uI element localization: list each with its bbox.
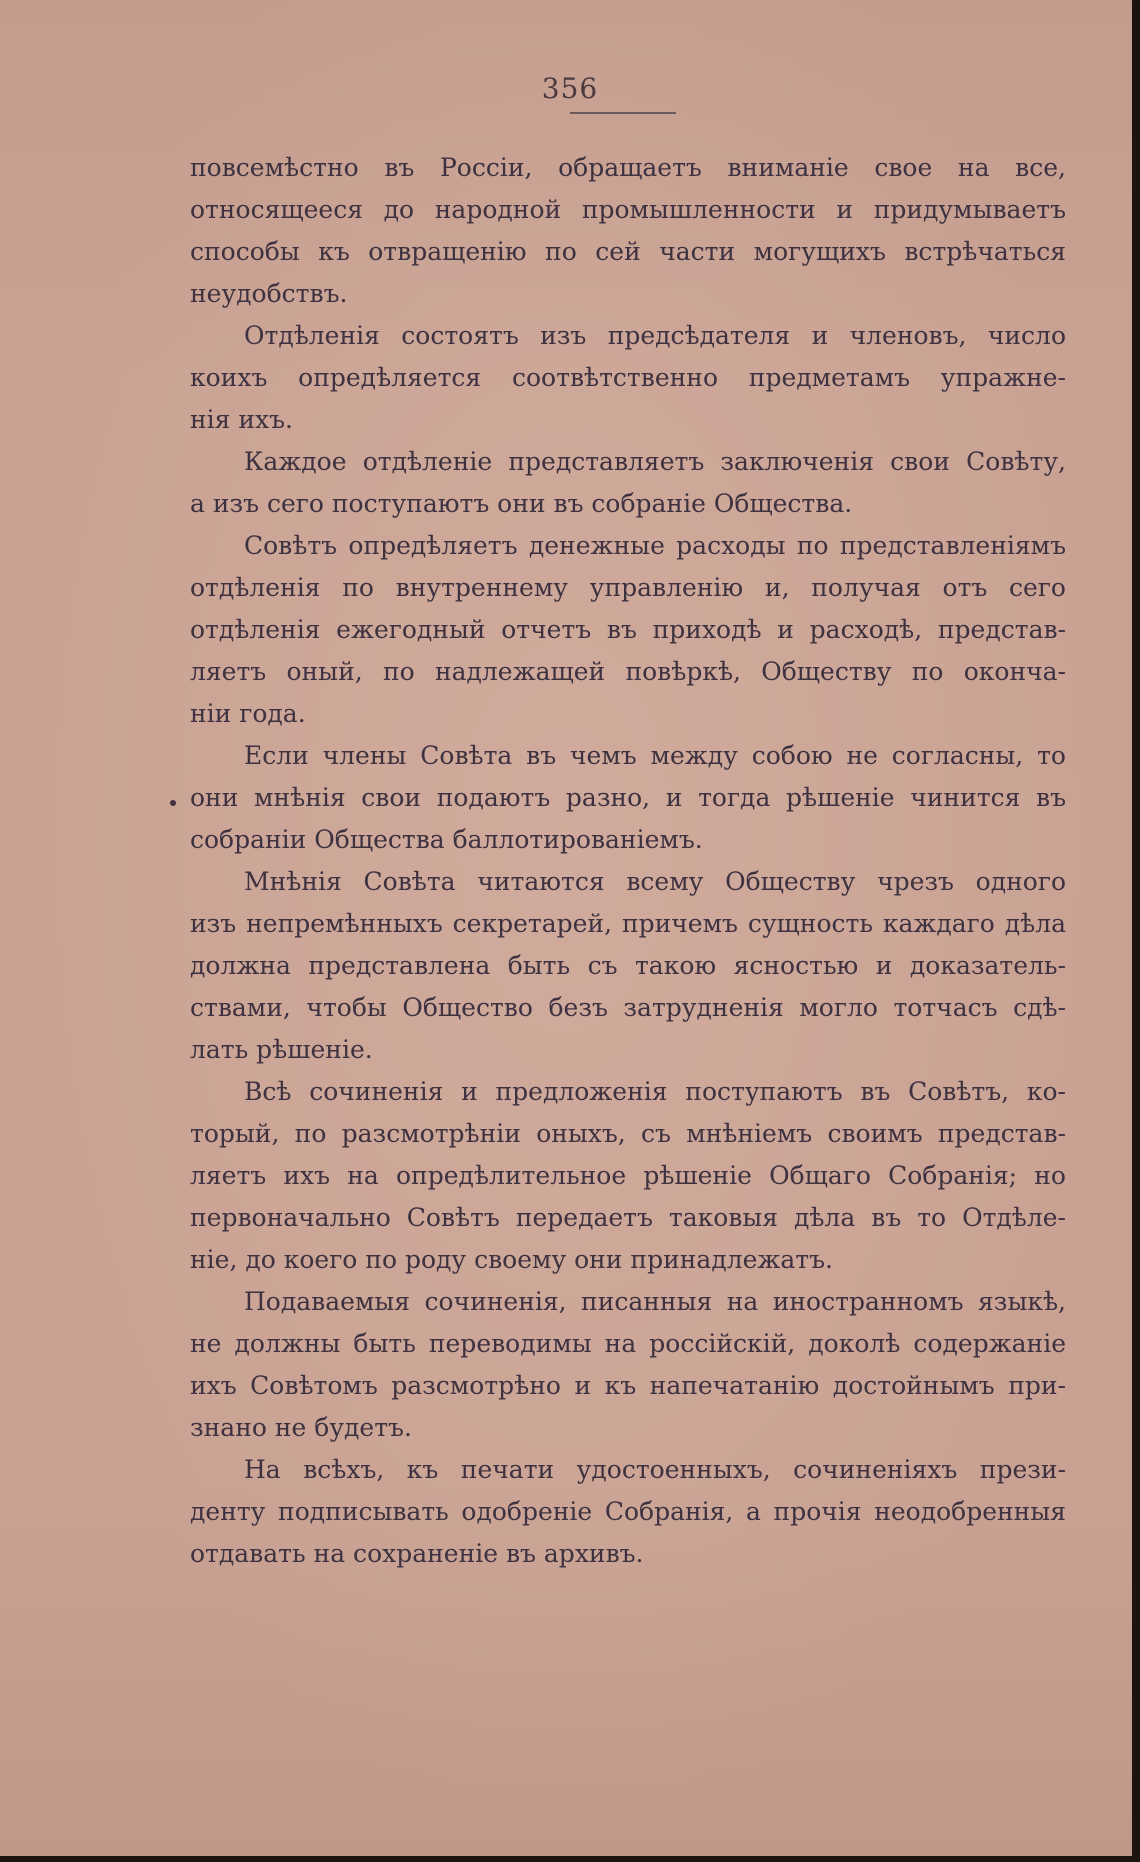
paragraph [190, 525, 1066, 735]
text-line: Отдѣленія состоятъ изъ предсѣдателя и членовъ, число [244, 321, 1066, 350]
text-line: ствами, чтобы Общество безъ затрудненія могло тотчасъ сдѣ- [190, 993, 1066, 1022]
text-line: не должны быть переводимы на россійскій, доколѣ содержаніе [190, 1329, 1066, 1358]
paragraph [190, 1071, 1066, 1281]
paragraph [190, 147, 1066, 315]
text-line: первоначально Совѣтъ передаетъ таковыя дѣла въ то Отдѣле- [190, 1203, 1066, 1232]
paragraph [190, 1449, 1066, 1575]
text-line: отдѣленія по внутреннему управленію и, получая отъ сего [190, 573, 1066, 602]
text-line: Мнѣнія Совѣта читаются всему Обществу чрезъ одного [244, 867, 1066, 896]
body-text [190, 147, 1066, 1575]
text-line: ихъ Совѣтомъ разсмотрѣно и къ напечатанію достойнымъ при- [190, 1371, 1066, 1400]
page-number: 356 [541, 72, 599, 105]
text-line: отдѣленія ежегодный отчетъ въ приходѣ и расходѣ, представ- [190, 615, 1066, 644]
text-line: а изъ сего поступаютъ они въ собраніе Общества. [190, 489, 853, 518]
paragraph [190, 1281, 1066, 1449]
text-line: лать рѣшеніе. [190, 1035, 373, 1064]
text-line: ляетъ ихъ на опредѣлительное рѣшеніе Общаго Собранія; но [190, 1161, 1066, 1190]
text-line: отдавать на сохраненіе въ архивъ. [190, 1539, 644, 1568]
paragraph [190, 735, 1066, 861]
text-line: денту подписывать одобреніе Собранія, а прочія неодобренныя [190, 1497, 1066, 1526]
paragraph [190, 441, 1066, 525]
page-number-rule [570, 112, 676, 114]
text-line: изъ непремѣнныхъ секретарей, причемъ сущность каждаго дѣла [190, 909, 1066, 938]
ink-speck [170, 800, 176, 806]
text-line: ніи года. [190, 699, 306, 728]
text-line: они мнѣнія свои подаютъ разно, и тогда рѣшеніе чинится въ [190, 783, 1066, 812]
text-line: На всѣхъ, къ печати удостоенныхъ, сочиненіяхъ прези- [244, 1455, 1066, 1484]
paragraph [190, 861, 1066, 1071]
text-line: ляетъ оный, по надлежащей повѣркѣ, Обществу по оконча- [190, 657, 1066, 686]
text-line: коихъ опредѣляется соотвѣтственно предметамъ упражне- [190, 363, 1066, 392]
text-line: относящееся до народной промышленности и придумываетъ [190, 195, 1066, 224]
text-line: неудобствъ. [190, 279, 348, 308]
text-line: знано не будетъ. [190, 1413, 412, 1442]
text-line: Совѣтъ опредѣляетъ денежные расходы по представленіямъ [244, 531, 1066, 560]
text-line: Всѣ сочиненія и предложенія поступаютъ въ Совѣтъ, ко- [244, 1077, 1066, 1106]
text-line: нія ихъ. [190, 405, 293, 434]
text-line: Если члены Совѣта въ чемъ между собою не согласны, то [244, 741, 1066, 770]
text-line: Подаваемыя сочиненія, писанныя на иностранномъ языкѣ, [244, 1287, 1066, 1316]
text-line: Каждое отдѣленіе представляетъ заключенія свои Совѣту, [244, 447, 1066, 476]
text-line: собраніи Общества баллотированіемъ. [190, 825, 703, 854]
text-line: торый, по разсмотрѣніи оныхъ, съ мнѣніемъ своимъ представ- [190, 1119, 1066, 1148]
text-line: способы къ отвращенію по сей части могущихъ встрѣчаться [190, 237, 1066, 266]
text-line: должна представлена быть съ такою ясностью и доказатель- [190, 951, 1066, 980]
text-line: ніе, до коего по роду своему они принадлежатъ. [190, 1245, 833, 1274]
paragraph [190, 315, 1066, 441]
text-line: повсемѣстно въ Россіи, обращаетъ вниманіе свое на все, [190, 153, 1066, 182]
